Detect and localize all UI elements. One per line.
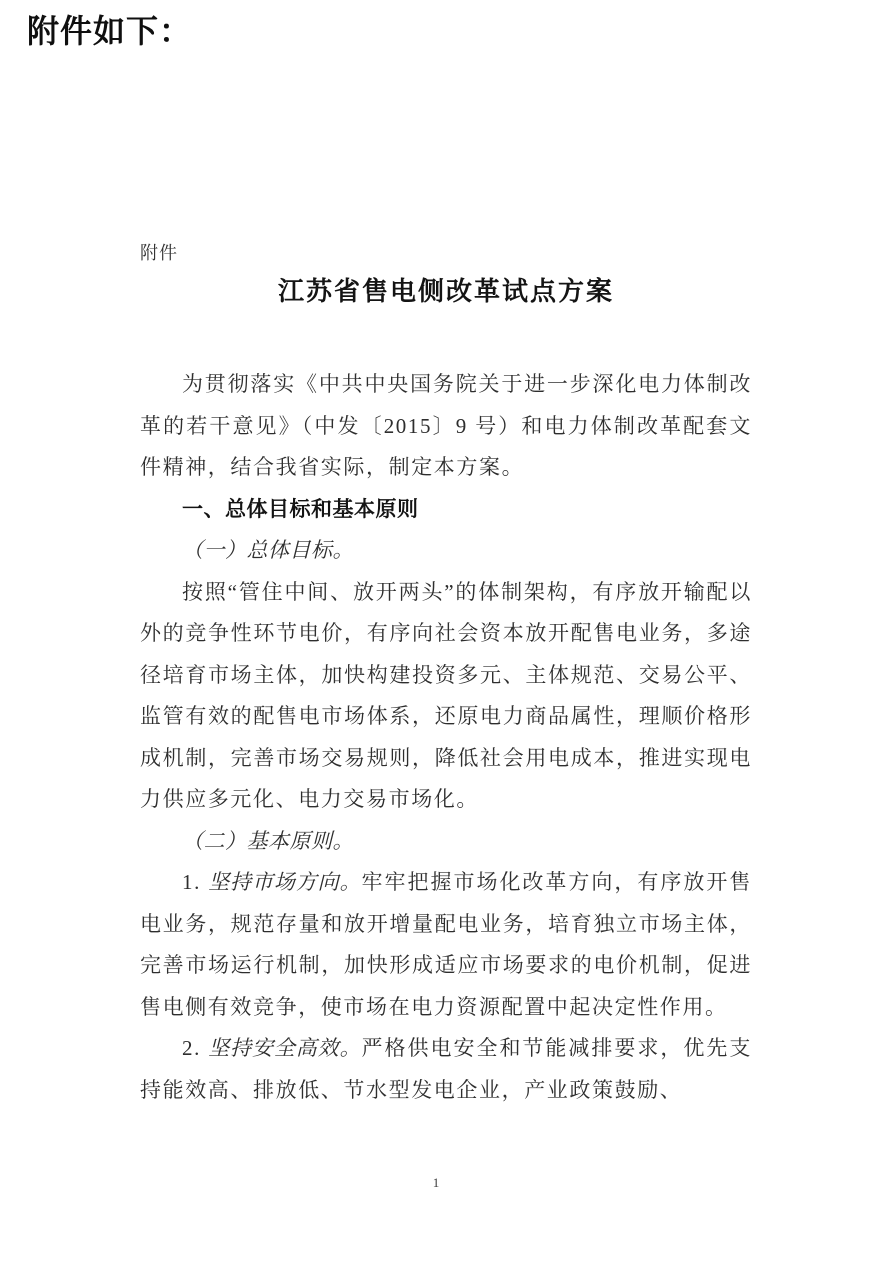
document-paragraph bbox=[140, 364, 752, 489]
subsection-heading bbox=[140, 821, 752, 863]
text-segment: 坚持安全高效。 bbox=[208, 1036, 362, 1060]
document-paragraph bbox=[140, 572, 752, 821]
page-number: 1 bbox=[432, 1175, 440, 1190]
text-segment: 2. bbox=[182, 1036, 209, 1060]
attachment-note: 附件如下： bbox=[27, 13, 193, 49]
attachment-label: 附件 bbox=[140, 243, 178, 263]
document-title: 江苏省售电侧改革试点方案 bbox=[277, 276, 614, 306]
text-segment: 为贯彻落实《中共中央国务院关于进一步深化电力体制改革的若干意见》（中发〔2015〕9 号）和电力体制改革配套文件精神，结合我省实际，制定本方案。 bbox=[140, 372, 752, 479]
document-body bbox=[140, 364, 752, 1111]
document-page bbox=[140, 242, 752, 1111]
text-segment: 一、总体目标和基本原则 bbox=[182, 497, 419, 521]
text-segment: 牢牢把握市场化改革方向，有序放开售电业务，规范存量和放开增量配电业务，培育独立市场主体，完善市场运行机制，加快形成适应市场要求的电价机制，促进售电侧有效竞争，使市场在电力资源配置中起决定性作用。 bbox=[140, 870, 752, 1019]
text-segment: 严格供电安全和节能减排要求，优先支持能效高、排放低、节水型发电企业，产业政策鼓励、 bbox=[140, 1036, 752, 1102]
document-paragraph bbox=[140, 862, 752, 1028]
text-segment: 按照“管住中间、放开两头”的体制架构，有序放开输配以外的竞争性环节电价，有序向社会资本放开配售电业务，多途径培育市场主体，加快构建投资多元、主体规范、交易公平、监管有效的配售电市场体系，还原电力商品属性，理顺价格形成机制，完善市场交易规则，降低社会用电成本，推进实现电力供应多元化、电力交易市场化。 bbox=[140, 579, 752, 811]
section-heading bbox=[140, 489, 752, 531]
document-paragraph bbox=[140, 1028, 752, 1111]
text-segment: 1. bbox=[182, 870, 209, 894]
subsection-heading bbox=[140, 530, 752, 572]
text-segment: （二）基本原则。 bbox=[182, 828, 354, 853]
text-segment: 坚持市场方向。 bbox=[208, 870, 362, 894]
text-segment: （一）总体目标。 bbox=[182, 538, 354, 562]
